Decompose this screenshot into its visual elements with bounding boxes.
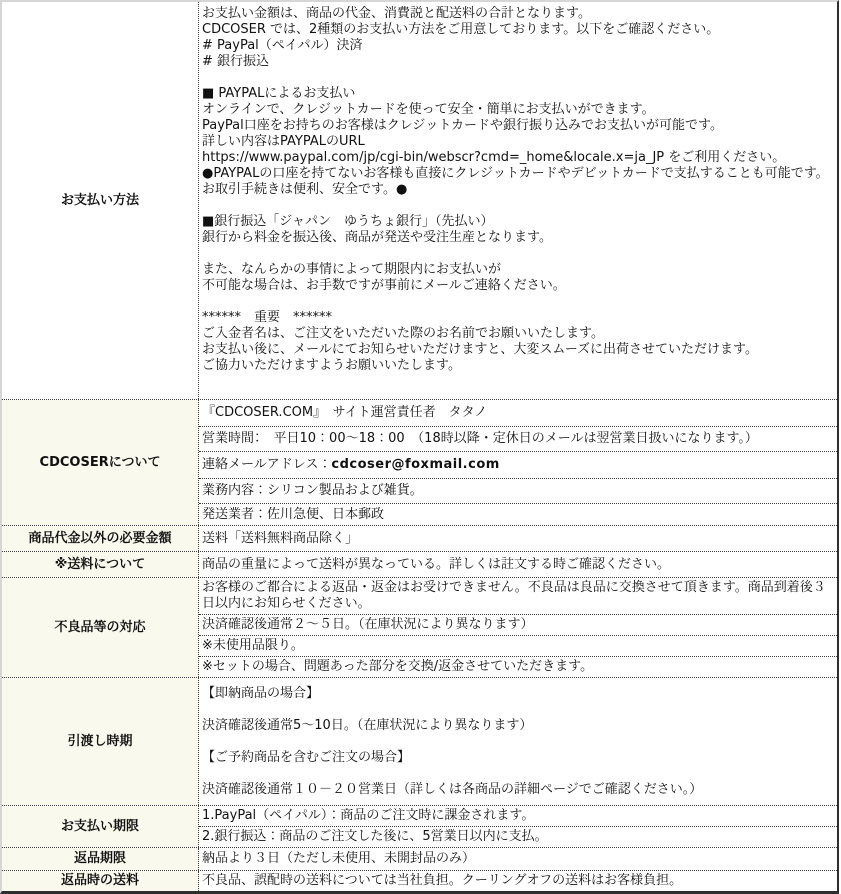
payment-deadline-content bbox=[199, 806, 837, 847]
about-cdcoser-content bbox=[199, 400, 837, 525]
return-shipping-text: 不良品、誤配時の送料については当社負担。クーリングオフの送料はお客様負担。 bbox=[202, 873, 683, 888]
return-deadline-header: 返品期限 bbox=[2, 848, 199, 870]
return-shipping-content bbox=[199, 871, 837, 891]
defective-processing-time: 決済確認後通常２～５日。（在庫状況により異なります） bbox=[199, 615, 837, 636]
row-payment-deadline bbox=[2, 806, 837, 848]
delivery-time-content bbox=[199, 678, 837, 805]
about-business-hours: 営業時間： 平日10：00～18：00 （18時以降・定休日のメールは翌営業日扱いになります。） bbox=[199, 427, 837, 452]
return-deadline-text: 納品より３日（ただし未使用、未開封品のみ） bbox=[202, 851, 476, 866]
row-payment-method bbox=[2, 2, 837, 400]
row-return-shipping bbox=[2, 871, 837, 891]
delivery-time-text: 【即納商品の場合】 決済確認後通常5～10日。（在庫状況により異なります） 【ご予約商品を含むご注文の場合】 決済確認後通常１０－２０営業日（詳しくは各商品の詳細ページでご確認ください。） bbox=[202, 686, 703, 797]
contact-label: 連絡メールアドレス： bbox=[202, 457, 332, 472]
defective-set-policy: ※セットの場合、問題あった部分を交換/返金させていただきます。 bbox=[202, 659, 594, 674]
extra-fee-text: 送料「送料無料商品除く」 bbox=[202, 530, 359, 546]
payment-method-text: お支払い金額は、商品の代金、消費説と配送料の合計となります。 CDCOSER では、2種類のお支払い方法をご用意しております。以下をご確認ください。 # PayPal（ペイパル）決済 # 銀行振込 ■ PAYPALによるお支払い オンラインで、クレジットカードを使って安全・簡単にお支払いができます。 PayPal口座をお持ちのお客様はクレジットカードや銀行振り込みでお支払いが可能です。 詳しい内容はPAYPALのURL https://www.paypal.com/jp/cgi-bin/webscr?cmd=_home&locale.x=ja_JP をご利用ください。 ●PAYPALの口座を持てないお客様も直接にクレジットカードやデビットカードで支払することも可能です。 お取引手続きは便利、安全です。● ■銀行振込「ジャパン ゆうちょ銀行」（先払い） 銀行から料金を振込後、商品が発送や受注生産となります。 また、なんらかの事情によって期限内にお支払いが 不可能な場合は、お手数ですが事前にメールご連絡ください。 ****** 重要 ****** ご入金者名は、ご注文をいただいた際のお名前でお願いいたします。 お支払い後に、メールにてお知らせいただけますと、大変スムーズに出荷させていただけます。 ご協力いただけますようお願いいたします。 bbox=[202, 6, 829, 373]
return-deadline-content bbox=[199, 848, 837, 870]
defective-unused-only: ※未使用品限り。 bbox=[199, 636, 837, 657]
row-defective-items bbox=[2, 578, 837, 678]
delivery-time-header: 引渡し時期 bbox=[2, 678, 199, 805]
shipping-note-header: ※送料について bbox=[2, 552, 199, 577]
about-contact bbox=[199, 452, 837, 479]
about-business-type: 業務内容：シリコン製品および雑貨。 bbox=[199, 479, 837, 504]
about-shipping-carrier: 発送業者：佐川急便、日本郵政 bbox=[202, 506, 385, 522]
contact-email: cdcoser@foxmail.com bbox=[331, 457, 500, 472]
return-shipping-header: 返品時の送料 bbox=[2, 871, 199, 891]
row-extra-fee bbox=[2, 526, 837, 552]
row-about-cdcoser bbox=[2, 400, 837, 526]
payment-method-header: お支払い方法 bbox=[2, 2, 199, 399]
shipping-note-text: 商品の重量によって送料が異なっている。詳しくは註文する時ご確認ください。 bbox=[202, 556, 671, 572]
defective-policy-line: お客様のご都合による返品・返金はお受けできません。不良品は良品に交換させて頂きます。商品到着後３日以内にお知らせください。 bbox=[199, 578, 837, 615]
row-shipping-note bbox=[2, 552, 837, 578]
payment-deadline-bank: 2.銀行振込：商品のご注文した後に、5営業日以内に支払。 bbox=[202, 829, 548, 844]
extra-fee-header: 商品代金以外の必要金額 bbox=[2, 526, 199, 551]
payment-deadline-header: お支払い期限 bbox=[2, 806, 199, 847]
shipping-note-content bbox=[199, 552, 837, 577]
defective-items-header: 不良品等の対応 bbox=[2, 578, 199, 677]
row-delivery-time bbox=[2, 678, 837, 806]
extra-fee-content bbox=[199, 526, 837, 551]
defective-items-content bbox=[199, 578, 837, 677]
about-site-operator: 『CDCOSER.COM』 サイト運営責任者 タタノ bbox=[199, 400, 837, 427]
payment-method-content bbox=[199, 2, 837, 399]
row-return-deadline bbox=[2, 848, 837, 871]
about-cdcoser-header: CDCOSERについて bbox=[2, 400, 199, 525]
payment-deadline-paypal: 1.PayPal（ペイパル）：商品のご注文時に課金されます。 bbox=[199, 806, 837, 827]
